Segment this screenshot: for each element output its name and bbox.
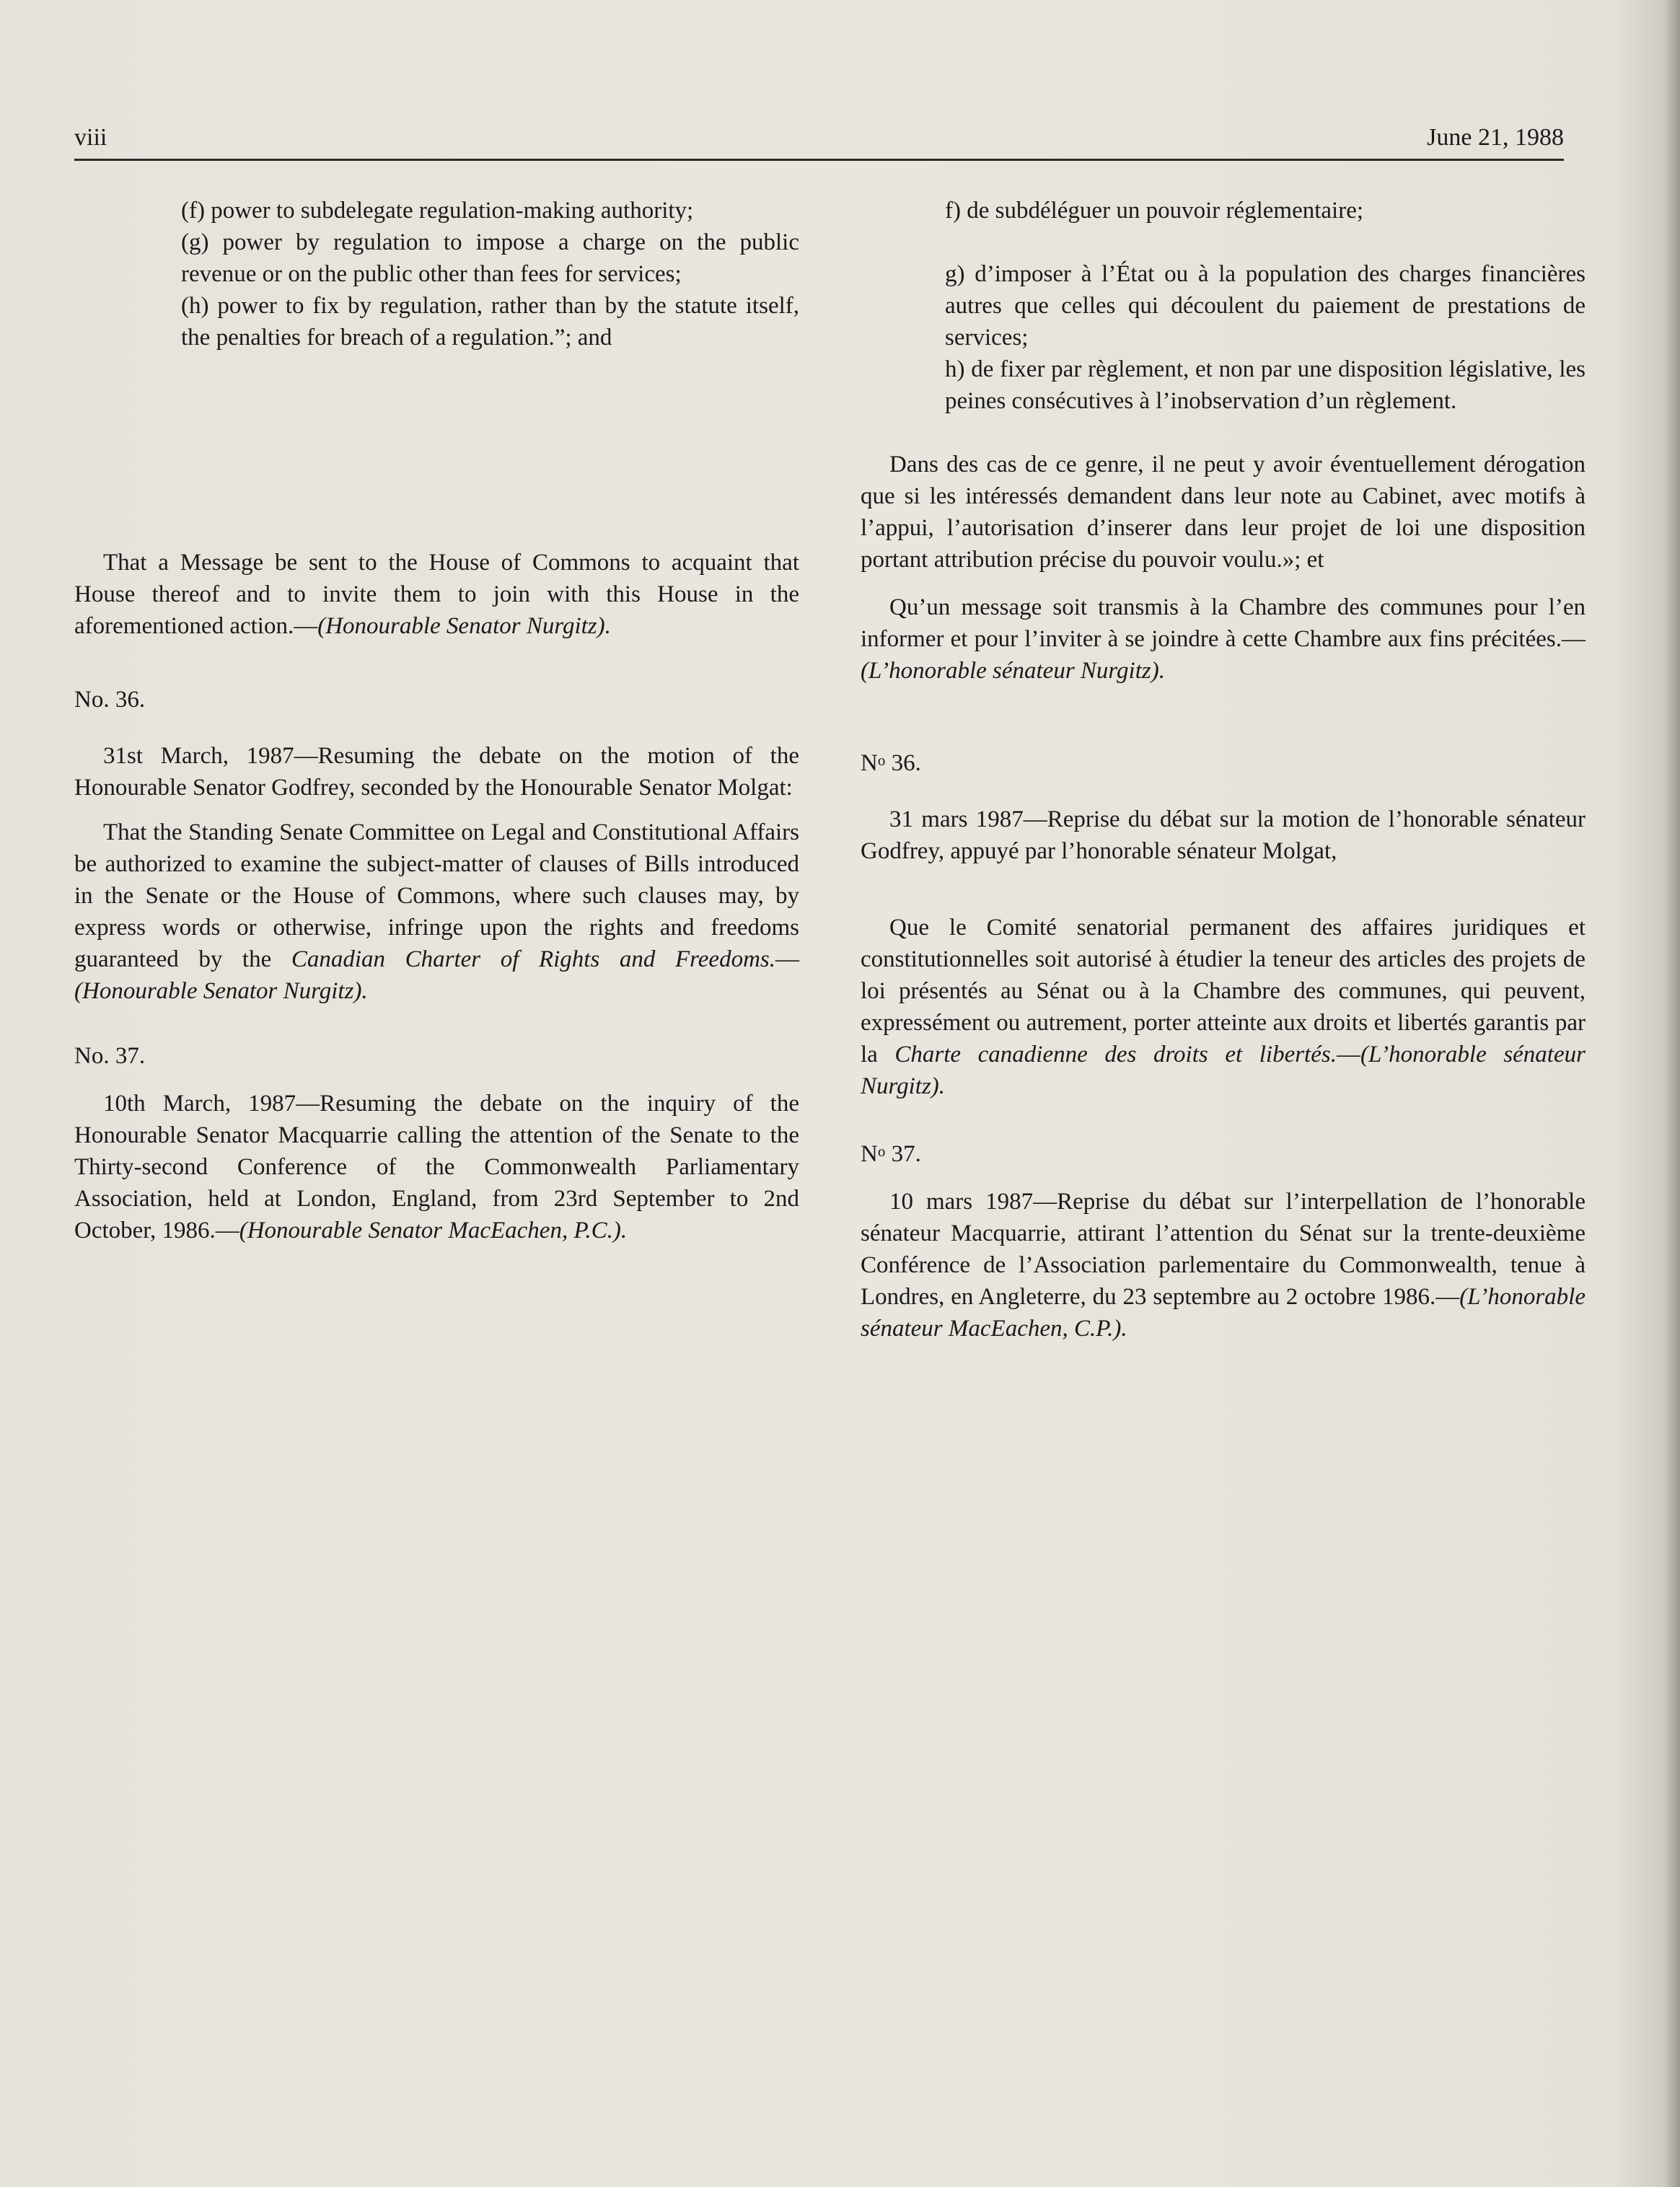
item-36-motion-text-en: That the Standing Senate Committee on Legal and Constitutional Affairs be authorized to examine the subject-matter of clauses of Bills introduced in the Senate or the House of Commons, where such clauses may, by express words or otherwise, infringe upon the rights and freedoms guaranteed by the [74,819,799,972]
item-37-text-fr: 10 mars 1987—Reprise du débat sur l’interpellation de l’honorable sénateur Macquarrie, attirant l’attention du Sénat sur la trente-deuxième Conférence de l’Association parlementaire du Commonwealth, tenue à Londres, en Angleterre, du 23 septembre au 2 octobre 1986.— [861,1189,1586,1310]
item-37-heading-fr [861,1135,1586,1170]
item-37-heading-en: No. 37. [74,1043,146,1069]
item-36-author-fr: (L’honorable sénateur Nurgitz). [861,1042,1586,1099]
charter-title-en: Canadian Charter of Rights and Freedoms. [291,946,775,972]
item-37-author-en: (Honourable Senator MacEachen, P.C.). [239,1218,628,1244]
message-author-fr: (L’honorable sénateur Nurgitz). [861,658,1165,684]
item-36-sup-fr: o [877,752,886,769]
item-36-motion-text-fr: Que le Comité senatorial permanent des affaires juridiques et constitutionnelles soit autorisé à étudier la teneur des articles des projets de loi présentés au Sénat ou à la Chambre des communes, qui peuvent, expressément ou autrement, porter atteinte aux droits et libertés garantis par la [861,915,1586,1068]
charter-title-fr: Charte canadienne des droits et libertés. [894,1042,1337,1068]
item-36-num-fr: 36. [885,750,921,776]
english-column [74,195,799,1246]
item-36-heading-fr [861,744,1586,779]
power-g-en: (g) power by regulation to impose a charge on the public revenue or on the public other than fees for services; [181,229,799,287]
item-36-intro-en: 31st March, 1987—Resuming the debate on the motion of the Honourable Senator Godfrey, seconded by the Honourable Senator Molgat: [74,743,799,801]
item-36-motion-en [74,817,799,1007]
item-37-num-fr: 37. [885,1141,921,1167]
message-paragraph-en [74,547,799,642]
item-37-author-fr: (L’honorable sénateur MacEachen, C.P.). [861,1284,1586,1342]
power-h-en: (h) power to fix by regulation, rather than by the statute itself, the penalties for breach of a regulation.”; and [181,293,799,351]
item-36-motion-fr [861,912,1586,1102]
item-36-author-en: (Honourable Senator Nurgitz). [74,978,368,1004]
header-rule [74,159,1564,161]
dash-fr: — [1336,1042,1360,1068]
message-author-en: (Honourable Senator Nurgitz). [317,613,611,639]
powers-list-en [74,195,799,353]
page-header [74,124,1564,162]
power-f-fr: f) de subdéléguer un pouvoir réglementaire; [945,198,1364,224]
power-f-en: (f) power to subdelegate regulation-making authority; [181,198,694,224]
french-column [861,195,1586,1345]
item-37-paragraph-fr [861,1186,1586,1345]
item-37-text-en: 10th March, 1987—Resuming the debate on the inquiry of the Honourable Senator Macquarrie calling the attention of the Senate to the Thirty-second Conference of the Commonwealth Parliamentary Association, held at London, England, from 23rd September to 2nd October, 1986.— [74,1091,799,1244]
powers-list-fr [861,195,1586,417]
page-date: June 21, 1988 [1427,124,1564,151]
item-37-sup-fr: o [877,1143,886,1160]
item-37-paragraph-en [74,1088,799,1246]
power-g-fr: g) d’imposer à l’État ou à la population des charges financières autres que celles qui découlent du paiement de prestations de services; [945,261,1586,351]
power-h-fr: h) de fixer par règlement, et non par une disposition législative, les peines consécutives à l’inobservation d’un règlement. [945,356,1586,414]
item-36-intro-fr: 31 mars 1987—Reprise du débat sur la motion de l’honorable sénateur Godfrey, appuyé par l’honorable sénateur Molgat, [861,806,1586,864]
message-text-fr: Qu’un message soit transmis à la Chambre des communes pour l’en informer et pour l’inviter à se joindre à cette Chambre aux fins précitées.— [861,594,1586,652]
item-36-prefix-fr: N [861,750,878,776]
derogation-paragraph-fr: Dans des cas de ce genre, il ne peut y avoir éventuellement dérogation que si les intéressés demandent dans leur note au Cabinet, avec motifs à l’appui, l’autorisation d’inserer dans leur projet de loi une disposition portant attribution précise du pouvoir voulu.»; et [861,452,1586,573]
item-37-prefix-fr: N [861,1141,878,1167]
item-36-heading-en: No. 36. [74,687,146,713]
page-number: viii [74,124,107,151]
message-paragraph-fr [861,591,1586,687]
dash-en: — [775,946,799,972]
message-text-en: That a Message be sent to the House of Commons to acquaint that House thereof and to invite them to join with this House in the aforementioned action.— [74,550,799,639]
